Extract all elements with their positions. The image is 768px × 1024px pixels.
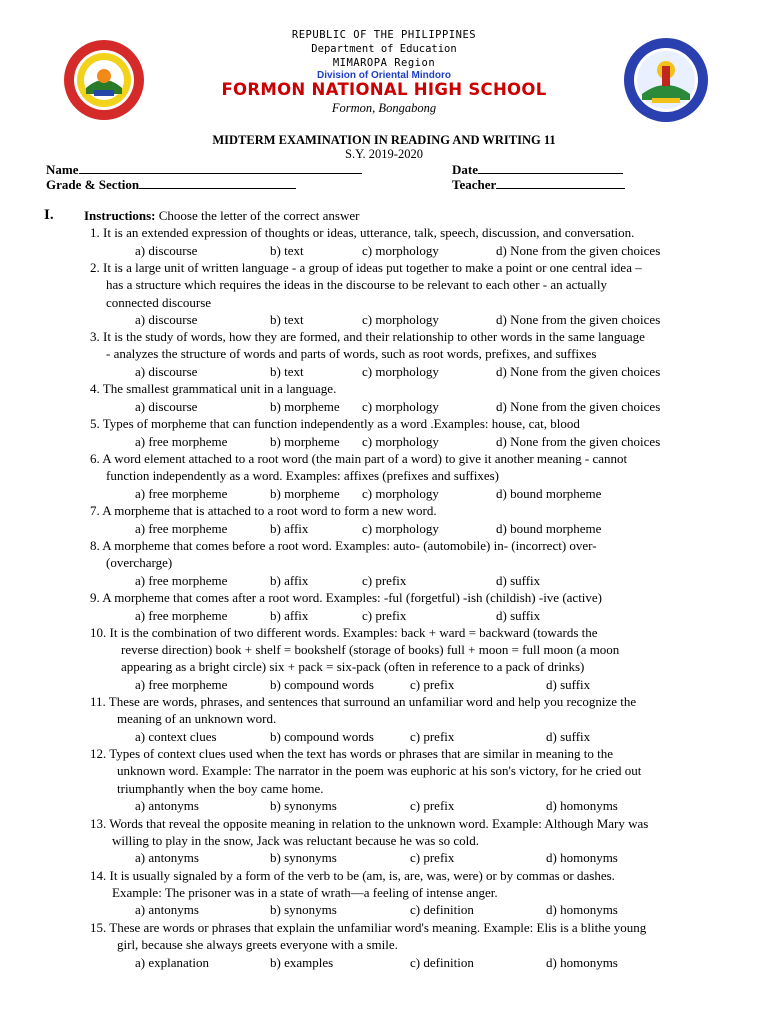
department-line: Department of Education (311, 43, 457, 55)
answer-choice[interactable]: c) morphology (362, 364, 439, 379)
question-text-continued: meaning of an unknown word. (117, 711, 277, 726)
question-text: 9. A morpheme that comes after a root word. Examples: -ful (forgetful) -ish (childish) -ive (active) (90, 590, 603, 605)
question-text-continued: triumphantly when the boy came home. (117, 781, 324, 796)
teacher-blank[interactable] (496, 176, 625, 189)
answer-choice[interactable]: c) prefix (410, 798, 455, 813)
answer-choice[interactable]: b) affix (270, 573, 309, 588)
answer-choice[interactable]: d) suffix (496, 573, 541, 588)
answer-choice[interactable]: a) discourse (135, 312, 198, 327)
answer-choice[interactable]: a) free morpheme (135, 573, 228, 588)
answer-choice[interactable]: b) text (270, 312, 304, 327)
answer-choice[interactable]: a) free morpheme (135, 521, 228, 536)
division-line: Division of Oriental Mindoro (317, 70, 451, 81)
question-text: 7. A morpheme that is attached to a root word to form a new word. (90, 503, 437, 518)
answer-choice[interactable]: c) prefix (362, 573, 407, 588)
question-text: 13. Words that reveal the opposite meaning in relation to the unknown word. Example: Although Mary was (90, 816, 649, 831)
question-text-continued: has a structure which requires the ideas in the discourse to be relevant to each other - an actually (106, 277, 608, 292)
teacher-field[interactable] (452, 176, 625, 193)
answer-choice[interactable]: d) homonyms (546, 850, 618, 865)
answer-choice[interactable]: a) explanation (135, 955, 209, 970)
answer-choice[interactable]: a) discourse (135, 399, 198, 414)
instructions-text: Choose the letter of the correct answer (155, 208, 360, 223)
answer-choice[interactable]: b) morpheme (270, 399, 340, 414)
answer-choice[interactable]: b) affix (270, 608, 309, 623)
instructions-label: Instructions: (84, 208, 156, 223)
question-text: 4. The smallest grammatical unit in a language. (90, 381, 337, 396)
answer-choice[interactable]: c) morphology (362, 434, 439, 449)
question-text-continued: reverse direction) book + shelf = bookshelf (storage of books) full + moon = full moon (a moon (121, 642, 620, 657)
answer-choice[interactable]: d) None from the given choices (496, 399, 661, 414)
question-text: 1. It is an extended expression of thoughts or ideas, utterance, talk, speech, discussion, and conversation. (90, 225, 635, 240)
answer-choice[interactable]: b) compound words (270, 677, 374, 692)
region-line: MIMAROPA Region (332, 57, 436, 69)
instructions (84, 208, 359, 224)
answer-choice[interactable]: b) synonyms (270, 798, 337, 813)
question-text-continued: connected discourse (106, 295, 212, 310)
answer-choice[interactable]: d) None from the given choices (496, 312, 661, 327)
answer-choice[interactable]: a) discourse (135, 243, 198, 258)
answer-choice[interactable]: b) morpheme (270, 486, 340, 501)
answer-choice[interactable]: b) text (270, 364, 304, 379)
question-text-continued: Example: The prisoner was in a state of wrath—a feeling of intense anger. (112, 885, 498, 900)
answer-choice[interactable]: b) affix (270, 521, 309, 536)
question-text: 6. A word element attached to a root word (the main part of a word) to give it another meaning - cannot (90, 451, 628, 466)
question-text: 10. It is the combination of two different words. Examples: back + ward = backward (towards the (90, 625, 598, 640)
question-text: 8. A morpheme that comes before a root word. Examples: auto- (automobile) in- (incorrect) over- (90, 538, 597, 553)
question-text: 15. These are words or phrases that explain the unfamiliar word's meaning. Example: Elis is a blithe young (90, 920, 647, 935)
answer-choice[interactable]: b) synonyms (270, 850, 337, 865)
grade-section-label: Grade & Section (46, 177, 140, 192)
answer-choice[interactable]: d) suffix (496, 608, 541, 623)
date-label: Date (452, 162, 478, 177)
answer-choice[interactable]: d) homonyms (546, 902, 618, 917)
answer-choice[interactable]: a) free morpheme (135, 434, 228, 449)
question-text-continued: appearing as a bright circle) six + pack = six-pack (often in reference to a pack of drinks) (121, 659, 585, 674)
answer-choice[interactable]: c) morphology (362, 312, 439, 327)
answer-choice[interactable]: b) text (270, 243, 304, 258)
document-header (0, 0, 768, 125)
question-text-continued: (overcharge) (106, 555, 173, 570)
question-text-continued: willing to play in the snow, Jack was reluctant because he was so cold. (112, 833, 480, 848)
answer-choice[interactable]: a) discourse (135, 364, 198, 379)
answer-choice[interactable]: c) definition (410, 902, 474, 917)
answer-choice[interactable]: d) suffix (546, 729, 591, 744)
school-location: Formon, Bongabong (331, 101, 437, 115)
answer-choice[interactable]: d) None from the given choices (496, 243, 661, 258)
answer-choice[interactable]: c) prefix (410, 677, 455, 692)
answer-choice[interactable]: c) morphology (362, 486, 439, 501)
question-text: 11. These are words, phrases, and sentences that surround an unfamiliar word and help you recognize the (90, 694, 637, 709)
answer-choice[interactable]: a) context clues (135, 729, 217, 744)
answer-choice[interactable]: d) None from the given choices (496, 434, 661, 449)
answer-choice[interactable]: a) free morpheme (135, 486, 228, 501)
question-text: 3. It is the study of words, how they are formed, and their relationship to other words in the same language (90, 329, 645, 344)
grade-section-field[interactable] (46, 176, 296, 193)
question-text-continued: unknown word. Example: The narrator in the poem was euphoric at his son's victory, for he cried out (117, 763, 642, 778)
teacher-label: Teacher (452, 177, 497, 192)
answer-choice[interactable]: a) antonyms (135, 902, 199, 917)
grade-section-blank[interactable] (139, 176, 296, 189)
answer-choice[interactable]: d) bound morpheme (496, 486, 602, 501)
question-text: 14. It is usually signaled by a form of the verb to be (am, is, are, was, were) or by commas or dashes. (90, 868, 615, 883)
answer-choice[interactable]: c) morphology (362, 243, 439, 258)
answer-choice[interactable]: c) morphology (362, 399, 439, 414)
question-text-continued: girl, because she always greets everyone with a smile. (117, 937, 398, 952)
school-name: FORMON NATIONAL HIGH SCHOOL (221, 80, 547, 99)
school-year: S.Y. 2019-2020 (345, 147, 423, 161)
answer-choice[interactable]: c) prefix (410, 729, 455, 744)
answer-choice[interactable]: d) suffix (546, 677, 591, 692)
name-blank[interactable] (79, 161, 362, 174)
answer-choice[interactable]: b) compound words (270, 729, 374, 744)
answer-choice[interactable]: c) prefix (362, 608, 407, 623)
section-number: I. (44, 207, 54, 223)
answer-choice[interactable]: c) morphology (362, 521, 439, 536)
question-text: 2. It is a large unit of written language - a group of ideas put together to make a point or one central idea – (90, 260, 642, 275)
answer-choice[interactable]: d) homonyms (546, 955, 618, 970)
answer-choice[interactable]: d) None from the given choices (496, 364, 661, 379)
answer-choice[interactable]: b) examples (270, 955, 334, 970)
answer-choice[interactable]: a) antonyms (135, 798, 199, 813)
exam-title: MIDTERM EXAMINATION IN READING AND WRITING 11 (212, 133, 556, 147)
answer-choice[interactable]: a) free morpheme (135, 608, 228, 623)
answer-choice[interactable]: a) antonyms (135, 850, 199, 865)
question-text-continued: function independently as a word. Examples: affixes (prefixes and suffixes) (106, 468, 500, 483)
answer-choice[interactable]: b) synonyms (270, 902, 337, 917)
answer-choice[interactable]: c) definition (410, 955, 474, 970)
date-blank[interactable] (478, 161, 623, 174)
answer-choice[interactable]: b) morpheme (270, 434, 340, 449)
answer-choice[interactable]: a) free morpheme (135, 677, 228, 692)
division-seal-logo (622, 36, 710, 124)
answer-choice[interactable]: d) bound morpheme (496, 521, 602, 536)
republic-line: REPUBLIC OF THE PHILIPPINES (291, 29, 477, 41)
question-text: 5. Types of morpheme that can function independently as a word .Examples: house, cat, blood (90, 416, 580, 431)
question-text-continued: - analyzes the structure of words and parts of words, such as root words, prefixes, and suffixes (106, 346, 597, 361)
name-label: Name (46, 162, 79, 177)
answer-choice[interactable]: c) prefix (410, 850, 455, 865)
question-text: 12. Types of context clues used when the text has words or phrases that are similar in meaning to the (90, 746, 614, 761)
answer-choice[interactable]: d) homonyms (546, 798, 618, 813)
